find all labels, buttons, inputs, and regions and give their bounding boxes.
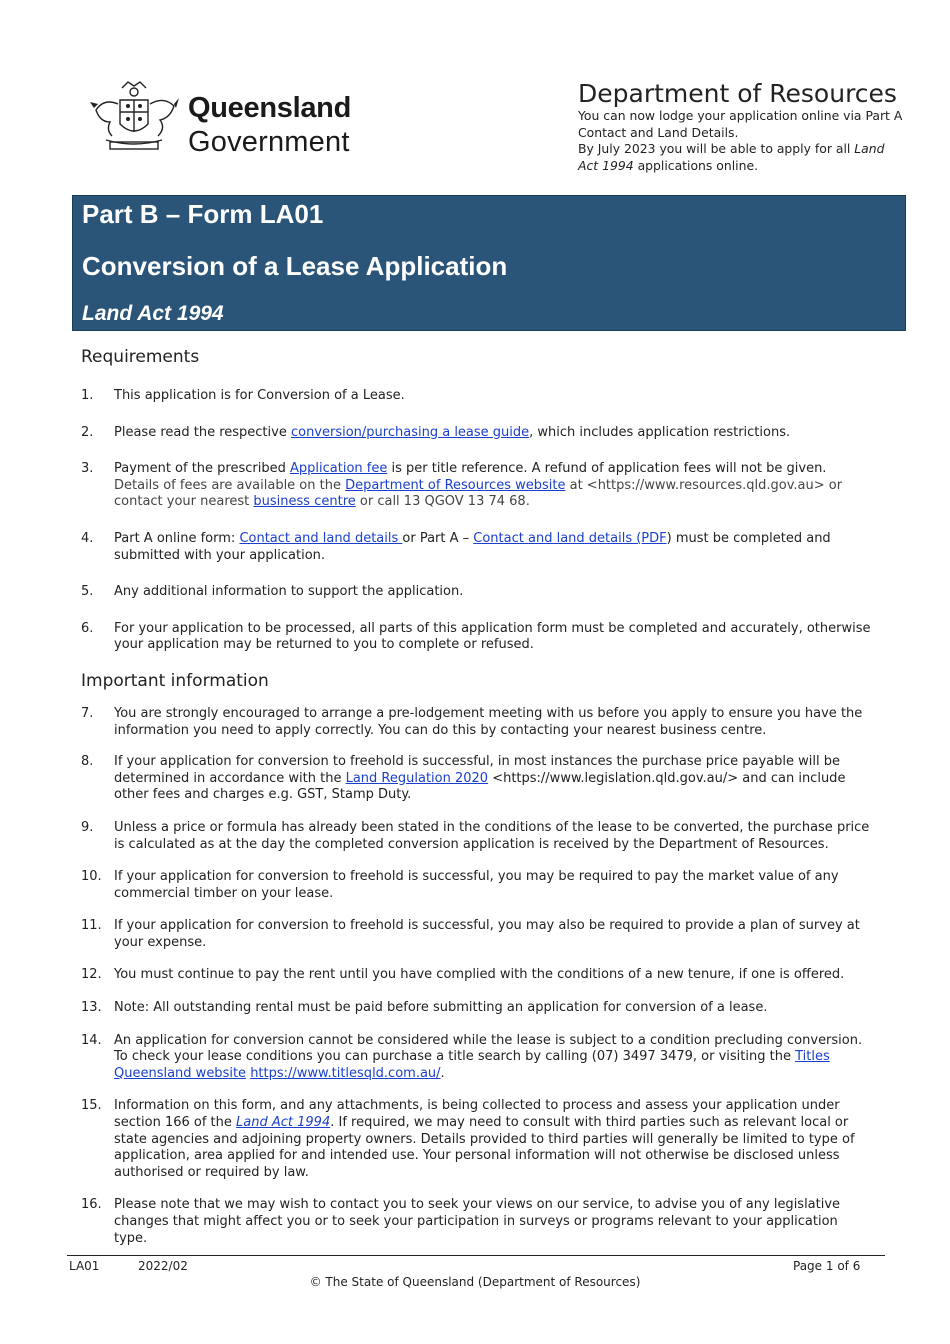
item-text: If your application for conversion to freehold is successful, you may also be required to provide a plan of survey at your expense. (114, 918, 860, 950)
list-item (81, 918, 871, 951)
contact-land-details-pdf-link[interactable]: Contact and land details (PDF (473, 530, 667, 546)
item-text: This application is for Conversion of a Lease. (114, 388, 405, 403)
item-text: . (440, 1065, 445, 1081)
list-item (81, 706, 871, 739)
item-number: 12. (81, 967, 102, 983)
item-number: 1. (81, 388, 94, 403)
item-text: An application for conversion cannot be considered while the lease is subject to a condition precluding conversion. To check your lease conditions you can purchase a title search by calling (07) 3497 3479, or visiting the (114, 1032, 863, 1065)
titles-queensland-url-link[interactable]: https://www.titlesqld.com.au/ (250, 1065, 441, 1081)
item-text: , which includes application restrictions. (529, 424, 791, 440)
item-number: 3. (81, 461, 94, 477)
form-title-banner (72, 195, 906, 331)
land-act-link[interactable]: Land Act 1994 (236, 1115, 331, 1131)
item-text: Part A online form: (114, 530, 240, 546)
qld-government-logo (88, 78, 358, 164)
item-text: is per title reference. A refund of application fees will not be given. (387, 461, 827, 477)
item-text: or call 13 QGOV 13 74 68. (355, 494, 530, 510)
item-number: 4. (81, 530, 94, 546)
item-number: 11. (81, 918, 102, 934)
logo-wordmark-government: Government (188, 126, 350, 158)
item-text: <https://www.legislation.qld.gov.au/> and can include other fees and charges e.g. GST, Stamp Duty. (114, 770, 846, 803)
item-text: Payment of the prescribed (114, 461, 290, 477)
intro-tail: applications online. (633, 157, 759, 173)
item-number: 13. (81, 1000, 102, 1016)
list-item (81, 754, 871, 804)
form-act: Land Act 1994 (82, 302, 224, 325)
business-centre-link[interactable]: business centre (253, 494, 356, 510)
item-number: 15. (81, 1098, 102, 1114)
list-item (81, 531, 871, 564)
intro-line-1: You can now lodge your application online via Part A Contact and Land Details. (578, 108, 903, 140)
list-item (81, 1033, 871, 1083)
list-item (81, 461, 871, 511)
item-number: 9. (81, 819, 94, 835)
item-text: Any additional information to support the application. (114, 584, 464, 600)
footer-version: 2022/02 (138, 1259, 188, 1273)
item-number: 16. (81, 1197, 102, 1213)
logo-wordmark-queensland: Queensland (188, 92, 351, 124)
item-text: Details of fees are available on the (114, 477, 346, 493)
item-text: If your application for conversion to freehold is successful, you may be required to pay the market value of any commercial timber on your lease. (114, 869, 839, 901)
list-item (81, 1197, 871, 1247)
item-text: You must continue to pay the rent until you have complied with the conditions of a new tenure, if one is offered. (114, 967, 845, 983)
item-number: 7. (81, 705, 94, 721)
item-number: 2. (81, 424, 94, 440)
coat-of-arms-icon (88, 78, 180, 164)
item-text: Please note that we may wish to contact you to seek your views on our service, to advise you of any legislative changes that might affect you or to seek your participation in surveys or programs relevant to your application type. (114, 1197, 841, 1246)
item-text: at <https://www.resources.qld.gov.au> or contact your nearest (114, 477, 843, 510)
item-text: . If required, we may need to consult with third parties such as relevant local or state agencies and adjoining property owners. Details provided to third parties will generally be limited to type of application, area applied for and intended use. Your personal information will not otherwise be disclosed unless authorised or required by law. (114, 1115, 855, 1180)
list-item (81, 621, 871, 654)
item-text: Unless a price or formula has already been stated in the conditions of the lease to be converted, the purchase price is calculated as at the day the completed conversion application is received by the Department of Resources. (114, 819, 870, 852)
department-block (578, 80, 908, 174)
item-text: For your application to be processed, all parts of this application form must be completed and accurately, otherwise your application may be returned to you to complete or refused. (114, 620, 871, 653)
intro-line-2: By July 2023 you will be able to apply for all (578, 141, 855, 156)
footer-copyright: © The State of Queensland (Department of Resources) (309, 1275, 641, 1289)
item-text: You are strongly encouraged to arrange a pre-lodgement meeting with us before you apply to ensure you have the information you need to apply correctly. You can do this by contacting your nearest business centre. (114, 705, 863, 738)
item-number: 14. (81, 1032, 102, 1048)
department-name: Department of Resources (578, 79, 897, 108)
item-text: or Part A – (402, 530, 474, 546)
form-subtitle: Conversion of a Lease Application (82, 251, 508, 281)
list-item (81, 584, 871, 601)
item-number: 8. (81, 754, 94, 770)
item-text: If your application for conversion to freehold is successful, in most instances the purchase price payable will be determined in accordance with the (114, 754, 840, 786)
list-item (81, 967, 871, 984)
application-fee-link[interactable]: Application fee (290, 461, 388, 477)
form-title: Part B – Form LA01 (82, 199, 324, 229)
list-item (81, 425, 871, 442)
list-item (81, 869, 871, 902)
item-number: 5. (81, 584, 94, 600)
item-text: Information on this form, and any attachments, is being collected to process and assess your application under section 166 of the (114, 1098, 840, 1131)
item-text: Note: All outstanding rental must be paid before submitting an application for conversion of a lease. (114, 1000, 768, 1016)
online-lodgement-note (578, 108, 908, 174)
list-item (81, 1000, 871, 1017)
list-item (81, 820, 871, 853)
footer-divider (67, 1255, 885, 1256)
list-item (81, 388, 871, 405)
conversion-guide-link[interactable]: conversion/purchasing a lease guide (290, 424, 530, 440)
list-item (81, 1098, 871, 1181)
item-text: Please read the respective (114, 424, 291, 440)
form-content (81, 347, 871, 1247)
item-number: 6. (81, 620, 94, 636)
important-information-heading: Important information (81, 670, 269, 691)
land-regulation-link[interactable]: Land Regulation 2020 (345, 770, 489, 786)
footer-page-number: Page 1 of 6 (793, 1259, 861, 1273)
requirements-heading: Requirements (81, 347, 200, 367)
titles-queensland-link[interactable]: Titles Queensland website (114, 1049, 830, 1081)
department-website-link[interactable]: Department of Resources website (345, 477, 566, 493)
footer-form-code: LA01 (69, 1259, 100, 1273)
contact-land-details-online-link[interactable]: Contact and land details (239, 530, 403, 546)
item-number: 10. (81, 869, 102, 885)
item-text: ) must be completed and submitted with your application. (114, 530, 831, 563)
intro-act: Land Act 1994 (578, 141, 885, 173)
